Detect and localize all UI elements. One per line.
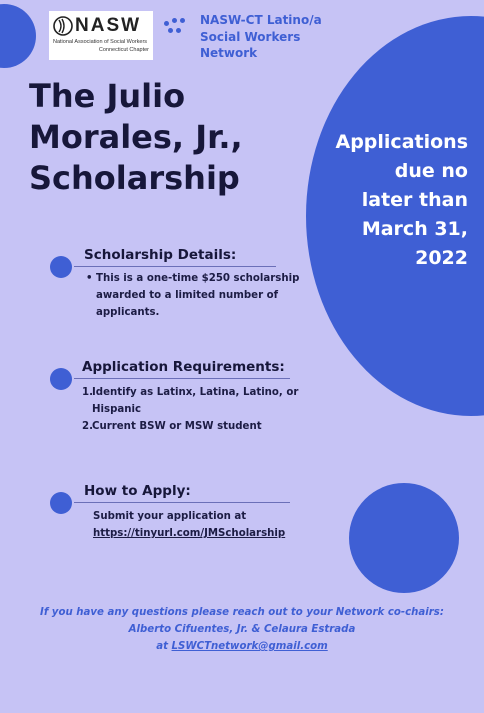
requirements-list	[82, 384, 322, 435]
network-name-line: NASW-CT Latino/a	[200, 13, 322, 27]
deadline-line: Applications	[335, 131, 468, 153]
nasw-logo-mark	[53, 14, 149, 38]
network-name-line: Network	[200, 46, 258, 60]
details-list	[86, 270, 326, 321]
list-item: 1. Identify as Latinx, Latina, Latino, or Hispanic	[82, 387, 299, 415]
details-body	[86, 270, 326, 321]
contact-footer	[20, 604, 464, 655]
requirements-divider	[74, 378, 290, 379]
contact-email-link[interactable]: LSWCTnetwork@gmail.com	[171, 641, 328, 652]
network-name	[200, 12, 340, 62]
nasw-logo-subtitle: National Association of Social Workers	[53, 39, 148, 45]
details-heading: Scholarship Details:	[84, 247, 237, 263]
title-line: Morales, Jr.,	[29, 118, 243, 156]
nasw-emblem-icon	[53, 16, 73, 36]
requirements-heading: Application Requirements:	[82, 359, 285, 375]
apply-body	[93, 508, 333, 542]
deadline-line: March 31,	[361, 218, 468, 240]
footer-cochairs: Alberto Cifuentes, Jr. & Celaura Estrada	[128, 624, 356, 635]
deadline-line: 2022	[415, 247, 468, 269]
list-item: 2. Current BSW or MSW student	[82, 421, 262, 432]
decor-circle-top-left	[0, 4, 36, 68]
deadline-line: later than	[361, 189, 468, 211]
deadline-line: due no	[394, 160, 468, 182]
details-divider	[74, 266, 276, 267]
nasw-logo-chapter: Connecticut Chapter	[98, 47, 149, 53]
application-deadline	[318, 128, 468, 273]
apply-heading: How to Apply:	[84, 483, 191, 499]
nasw-logo	[49, 11, 153, 60]
apply-bullet-dot	[50, 492, 72, 514]
requirements-body	[82, 384, 322, 435]
list-item: • This is a one-time $250 scholarship awarded to a limited number of applicants.	[86, 270, 326, 321]
details-bullet-dot	[50, 256, 72, 278]
decor-dots-icon	[164, 17, 190, 35]
scholarship-title	[29, 76, 299, 199]
title-line: The Julio	[29, 77, 186, 115]
footer-question: If you have any questions please reach out to your Network co-chairs:	[40, 607, 444, 618]
nasw-wordmark: NASW	[75, 15, 142, 36]
application-link[interactable]: https://tinyurl.com/JMScholarship	[93, 528, 286, 539]
requirements-bullet-dot	[50, 368, 72, 390]
apply-divider	[74, 502, 290, 503]
footer-contact: at LSWCTnetwork@gmail.com	[156, 641, 328, 652]
network-name-line: Social Workers	[200, 29, 301, 44]
apply-instruction: Submit your application at	[93, 511, 247, 522]
title-line: Scholarship	[29, 159, 240, 197]
decor-circle-bottom	[349, 483, 459, 593]
